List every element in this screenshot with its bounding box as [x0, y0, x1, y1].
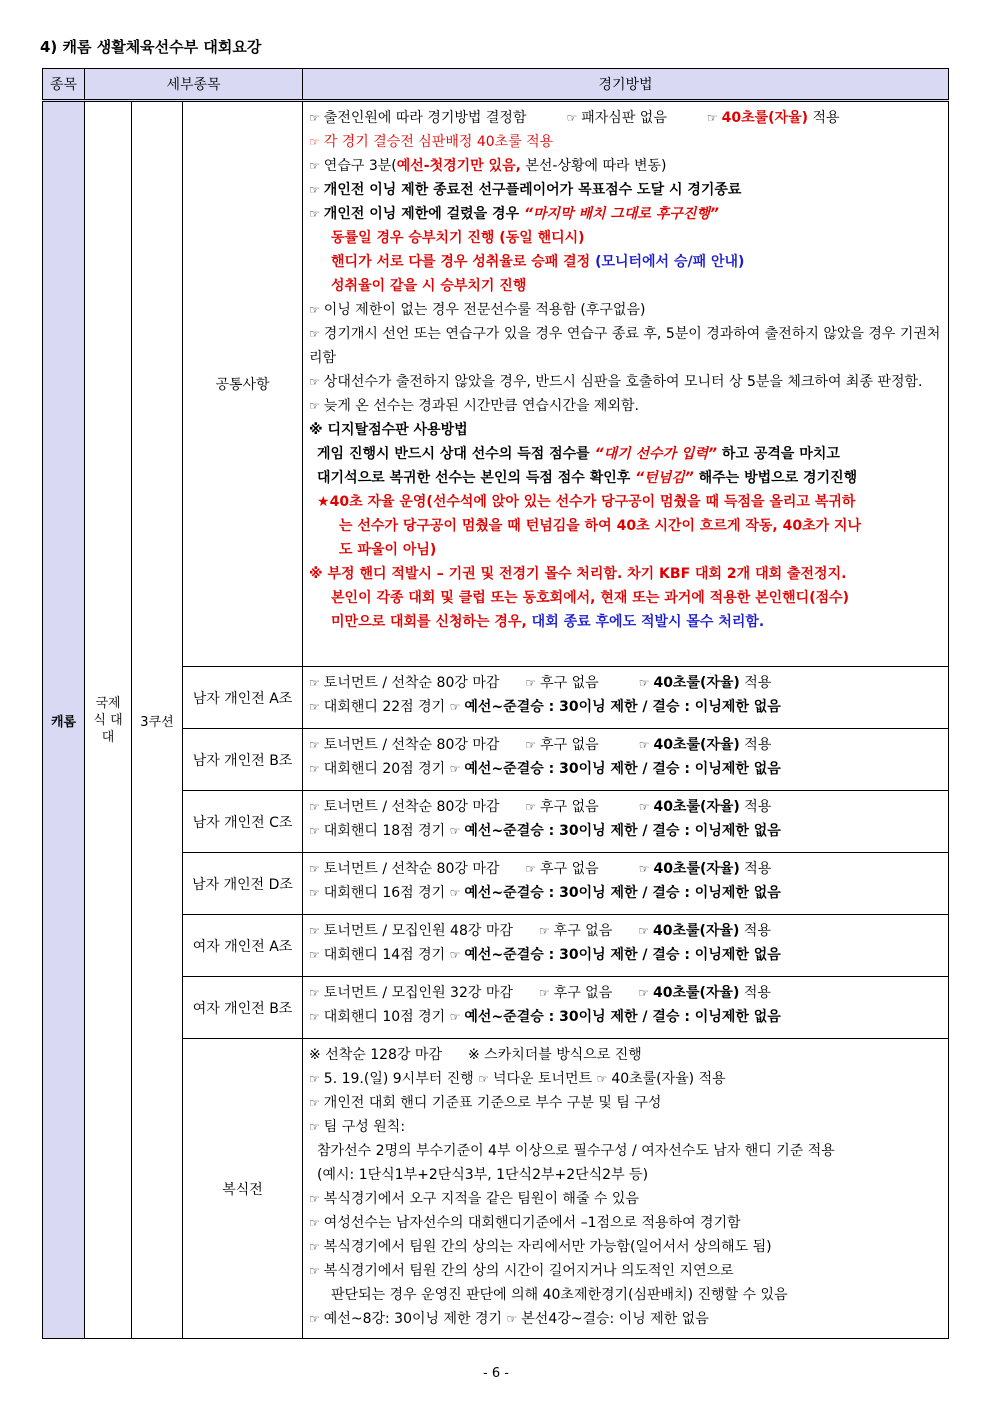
pointing-hand-icon: ☞	[309, 135, 320, 149]
pointing-hand-icon: ☞	[309, 986, 320, 1000]
division-name: 남자 개인전 C조	[183, 791, 303, 853]
pointing-hand-icon: ☞	[309, 1192, 320, 1206]
pointing-hand-icon: ☞	[506, 1312, 518, 1326]
pointing-hand-icon: ☞	[638, 738, 650, 752]
division-content: ☞ 토너먼트 / 선착순 80강 마감 ☞ 후구 없음 ☞ 40초룰(자율) 적용 ☞ 대회핸디 16점 경기 ☞ 예선~준결승 : 30이닝 제한 / 결승 : 이닝제한 없음	[303, 853, 949, 915]
pointing-hand-icon: ☞	[525, 800, 537, 814]
pointing-hand-icon: ☞	[309, 862, 320, 876]
pointing-hand-icon: ☞	[309, 375, 320, 389]
pointing-hand-icon: ☞	[309, 1312, 320, 1326]
pointing-hand-icon: ☞	[309, 738, 320, 752]
pointing-hand-icon: ☞	[638, 800, 650, 814]
pointing-hand-icon: ☞	[309, 1264, 320, 1278]
subcategory-cell: 국제식 대대	[85, 101, 132, 1339]
pointing-hand-icon: ☞	[449, 762, 461, 776]
pointing-hand-icon: ☞	[309, 762, 320, 776]
pointing-hand-icon: ☞	[525, 738, 537, 752]
pointing-hand-icon: ☞	[525, 676, 537, 690]
division-name: 남자 개인전 B조	[183, 729, 303, 791]
common-rules-content: ☞ 출전인원에 따라 경기방법 결정함 ☞ 패자심판 없음 ☞ 40초룰(자율) 적용 ☞ 각 경기 결승전 심판배정 40초룰 적용 ☞ 연습구 3분(예선-첫경기만 있음, 본선-상황에 따라 변동) ☞ 개인전 이닝 제한 종료전 선구플레이어가 목표점수 도달 시 경기종료 ☞ 개인전 이닝 제한에 걸렸을 경우 “마지막 배치 그대로 후구진행” 동률일 경우 승부치기 진행 (동일 핸디시) 핸디가 서로 다를 경우 성취율로 승패 결정 (모니터에서 승/패 안내) 성취율이 같을 시 승부치기 진행 ☞ 이닝 제한이 없는 경우 전문선수룰 적용함 (후구없음) ☞ 경기개시 선언 또는 연습구가 있을 경우 연습구 종료 후, 5분이 경과하여 출전하지 않았을 경우 기권처리함 ☞ 상대선수가 출전하지 않았을 경우, 반드시 심판을 호출하여 모니터 상 5분을 체크하여 최종 판정함. ☞ 늦게 온 선수는 경과된 시간만큼 연습시간을 제외함. ※ 디지탈점수판 사용방법 게임 진행시 반드시 상대 선수의 득점 점수를 “대기 선수가 입력” 하고 공격을 마치고 대기석으로 복귀한 선수는 본인의 득점 점수 확인후 “턴넘김” 해주는 방법으로 경기진행 ★40초 자율 운영(선수석에 앉아 있는 선수가 당구공이 멈췄을 때 득점을 올리고 복귀하 는 선수가 당구공이 멈췄을 때 턴넘김을 하여 40초 시간이 흐르게 작동, 40초가 지나 도 파울이 아님) ※ 부정 핸디 적발시 – 기권 및 전경기 몰수 처리함. 차기 KBF 대회 2개 대회 출전정지. 본인이 각종 대회 및 클럽 또는 동호회에서, 현재 또는 과거에 적용한 본인핸디(점수) 미만으로 대회를 신청하는 경우, 대회 종료 후에도 적발시 몰수 처리함.	[303, 101, 949, 667]
header-method: 경기방법	[303, 69, 949, 101]
pointing-hand-icon: ☞	[309, 111, 320, 125]
section-title: 4) 캐롬 생활체육선수부 대회요강	[40, 38, 262, 56]
pointing-hand-icon: ☞	[309, 1096, 320, 1110]
competition-rules-table	[42, 68, 949, 1339]
pointing-hand-icon: ☞	[538, 986, 550, 1000]
pointing-hand-icon: ☞	[309, 1216, 320, 1230]
pointing-hand-icon: ☞	[309, 1010, 320, 1024]
header-category: 종목	[43, 69, 85, 101]
division-content: ☞ 토너먼트 / 모집인원 32강 마감 ☞ 후구 없음 ☞ 40초룰(자율) 적용 ☞ 대회핸디 10점 경기 ☞ 예선~준결승 : 30이닝 제한 / 결승 : 이닝제한 없음	[303, 977, 949, 1039]
pointing-hand-icon: ☞	[638, 986, 649, 1000]
pointing-hand-icon: ☞	[309, 1240, 320, 1254]
pointing-hand-icon: ☞	[449, 824, 461, 838]
pointing-hand-icon: ☞	[309, 924, 320, 938]
category-cell: 캐롬	[43, 101, 85, 1339]
pointing-hand-icon: ☞	[309, 303, 320, 317]
pointing-hand-icon: ☞	[309, 800, 320, 814]
pointing-hand-icon: ☞	[638, 924, 649, 938]
pointing-hand-icon: ☞	[309, 676, 320, 690]
pointing-hand-icon: ☞	[309, 1072, 320, 1086]
division-name: 여자 개인전 B조	[183, 977, 303, 1039]
pointing-hand-icon: ☞	[449, 1010, 461, 1024]
pointing-hand-icon: ☞	[309, 1120, 320, 1134]
pointing-hand-icon: ☞	[706, 111, 718, 125]
pointing-hand-icon: ☞	[309, 327, 320, 341]
pointing-hand-icon: ☞	[596, 1072, 608, 1086]
pointing-hand-icon: ☞	[449, 700, 461, 714]
doubles-name: 복식전	[183, 1039, 303, 1339]
division-name: 남자 개인전 A조	[183, 667, 303, 729]
pointing-hand-icon: ☞	[309, 948, 320, 962]
pointing-hand-icon: ☞	[478, 1072, 489, 1086]
division-name: 여자 개인전 A조	[183, 915, 303, 977]
division-name: 남자 개인전 D조	[183, 853, 303, 915]
pointing-hand-icon: ☞	[525, 862, 537, 876]
pointing-hand-icon: ☞	[309, 824, 320, 838]
header-subcategory: 세부종목	[85, 69, 303, 101]
pointing-hand-icon: ☞	[449, 948, 461, 962]
pointing-hand-icon: ☞	[538, 924, 550, 938]
doubles-content: ※ 선착순 128강 마감 ※ 스카치더블 방식으로 진행 ☞ 5. 19.(일) 9시부터 진행 ☞ 넉다운 토너먼트 ☞ 40초룰(자율) 적용 ☞ 개인전 대회 핸디 기준표 기준으로 부수 구분 및 팀 구성 ☞ 팀 구성 원칙: 참가선수 2명의 부수기준이 4부 이상으로 필수구성 / 여자선수도 남자 핸디 기준 적용 (예시: 1단식1부+2단식3부, 1단식2부+2단식2부 등) ☞ 복식경기에서 오구 지적을 같은 팀원이 해줄 수 있음 ☞ 여성선수는 남자선수의 대회핸디기준에서 –1점으로 적용하여 경기함 ☞ 복식경기에서 팀원 간의 상의는 자리에서만 가능함(일어서서 상의해도 됨) ☞ 복식경기에서 팀원 간의 상의 시간이 길어지거나 의도적인 지연으로 판단되는 경우 운영진 판단에 의해 40초제한경기(심판배치) 진행할 수 있음 ☞ 예선~8강: 30이닝 제한 경기 ☞ 본선4강~결승: 이닝 제한 없음	[303, 1039, 949, 1339]
pointing-hand-icon: ☞	[638, 862, 650, 876]
pointing-hand-icon: ☞	[309, 399, 320, 413]
page-number: - 6 -	[483, 1366, 509, 1381]
pointing-hand-icon: ☞	[449, 886, 461, 900]
pointing-hand-icon: ☞	[638, 676, 650, 690]
division-content: ☞ 토너먼트 / 선착순 80강 마감 ☞ 후구 없음 ☞ 40초룰(자율) 적용 ☞ 대회핸디 20점 경기 ☞ 예선~준결승 : 30이닝 제한 / 결승 : 이닝제한 없음	[303, 729, 949, 791]
pointing-hand-icon: ☞	[309, 886, 320, 900]
subsubcategory-cell: 3쿠션	[132, 101, 183, 1339]
pointing-hand-icon: ☞	[309, 159, 320, 173]
pointing-hand-icon: ☞	[309, 207, 320, 221]
pointing-hand-icon: ☞	[309, 183, 320, 197]
common-rules-name: 공통사항	[183, 101, 303, 667]
division-content: ☞ 토너먼트 / 선착순 80강 마감 ☞ 후구 없음 ☞ 40초룰(자율) 적용 ☞ 대회핸디 18점 경기 ☞ 예선~준결승 : 30이닝 제한 / 결승 : 이닝제한 없음	[303, 791, 949, 853]
division-content: ☞ 토너먼트 / 선착순 80강 마감 ☞ 후구 없음 ☞ 40초룰(자율) 적용 ☞ 대회핸디 22점 경기 ☞ 예선~준결승 : 30이닝 제한 / 결승 : 이닝제한 없음	[303, 667, 949, 729]
pointing-hand-icon: ☞	[309, 700, 320, 714]
pointing-hand-icon: ☞	[566, 111, 578, 125]
division-content: ☞ 토너먼트 / 모집인원 48강 마감 ☞ 후구 없음 ☞ 40초룰(자율) 적용 ☞ 대회핸디 14점 경기 ☞ 예선~준결승 : 30이닝 제한 / 결승 : 이닝제한 없음	[303, 915, 949, 977]
